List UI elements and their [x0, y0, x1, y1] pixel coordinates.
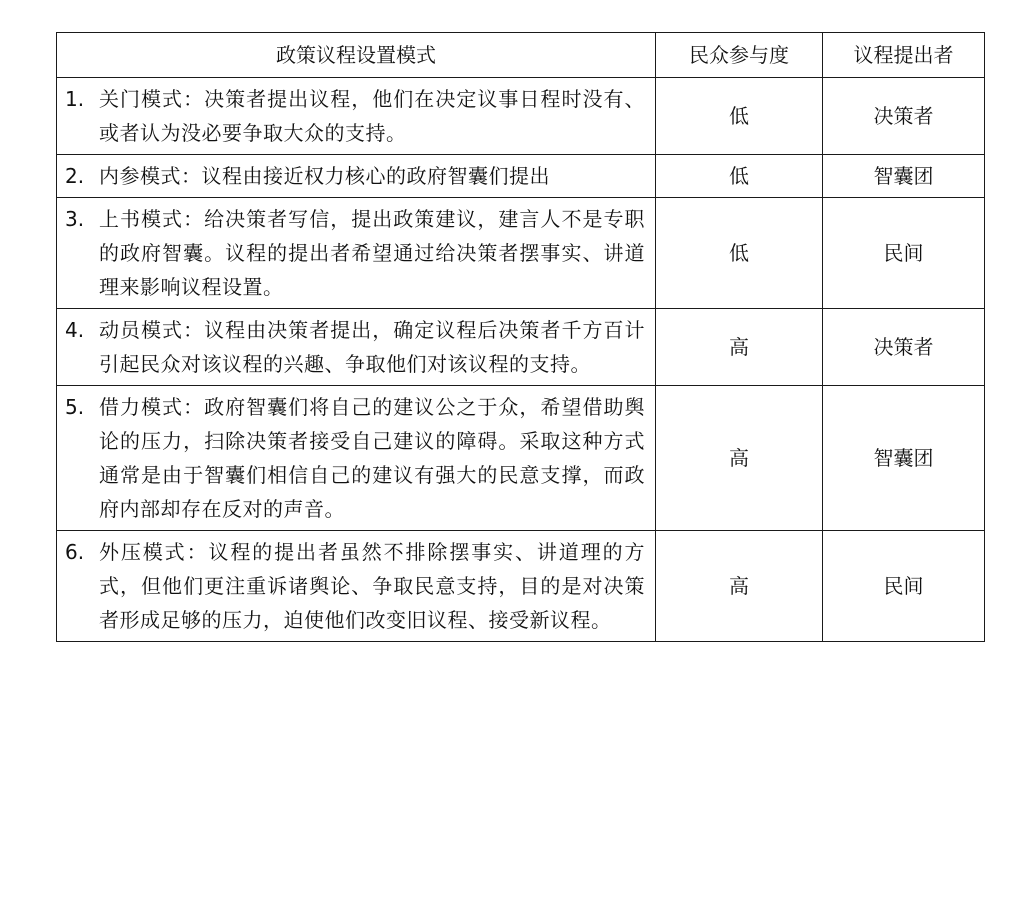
mode-cell — [57, 198, 656, 309]
table-row — [57, 198, 985, 309]
participation-cell: 低 — [656, 198, 823, 309]
participation-cell: 高 — [656, 531, 823, 642]
mode-description: 动员模式：议程由决策者提出，确定议程后决策者千方百计引起民众对该议程的兴趣、争取他们对该议程的支持。 — [99, 318, 645, 376]
row-number: 3. — [65, 207, 85, 231]
mode-cell — [57, 531, 656, 642]
mode-description: 关门模式：决策者提出议程，他们在决定议事日程时没有、或者认为没必要争取大众的支持。 — [99, 87, 645, 145]
proposer-cell: 民间 — [823, 531, 985, 642]
agenda-setting-table — [56, 32, 985, 642]
proposer-cell: 智囊团 — [823, 386, 985, 531]
row-number: 6. — [65, 540, 85, 564]
proposer-cell: 决策者 — [823, 78, 985, 155]
mode-description: 内参模式：议程由接近权力核心的政府智囊们提出 — [99, 164, 550, 188]
table-header-row — [57, 33, 985, 78]
participation-cell: 低 — [656, 155, 823, 198]
row-number: 5. — [65, 395, 85, 419]
table-row — [57, 309, 985, 386]
row-number: 1. — [65, 87, 85, 111]
table-row — [57, 155, 985, 198]
table-row — [57, 78, 985, 155]
participation-cell: 低 — [656, 78, 823, 155]
row-number: 2. — [65, 164, 85, 188]
mode-description: 借力模式：政府智囊们将自己的建议公之于众，希望借助舆论的压力，扫除决策者接受自己建议的障碍。采取这种方式通常是由于智囊们相信自己的建议有强大的民意支撑，而政府内部却存在反对的声音。 — [99, 395, 645, 521]
row-number: 4. — [65, 318, 85, 342]
proposer-cell: 智囊团 — [823, 155, 985, 198]
mode-description: 上书模式：给决策者写信，提出政策建议，建言人不是专职的政府智囊。议程的提出者希望通过给决策者摆事实、讲道理来影响议程设置。 — [99, 207, 645, 299]
mode-description: 外压模式：议程的提出者虽然不排除摆事实、讲道理的方式，但他们更注重诉诸舆论、争取民意支持，目的是对决策者形成足够的压力，迫使他们改变旧议程、接受新议程。 — [99, 540, 645, 632]
table-row — [57, 386, 985, 531]
mode-cell — [57, 78, 656, 155]
mode-cell — [57, 309, 656, 386]
proposer-cell: 决策者 — [823, 309, 985, 386]
table-row — [57, 531, 985, 642]
mode-cell — [57, 155, 656, 198]
mode-cell — [57, 386, 656, 531]
participation-cell: 高 — [656, 309, 823, 386]
header-mode: 政策议程设置模式 — [57, 33, 656, 78]
proposer-cell: 民间 — [823, 198, 985, 309]
participation-cell: 高 — [656, 386, 823, 531]
header-proposer: 议程提出者 — [823, 33, 985, 78]
header-participation: 民众参与度 — [656, 33, 823, 78]
